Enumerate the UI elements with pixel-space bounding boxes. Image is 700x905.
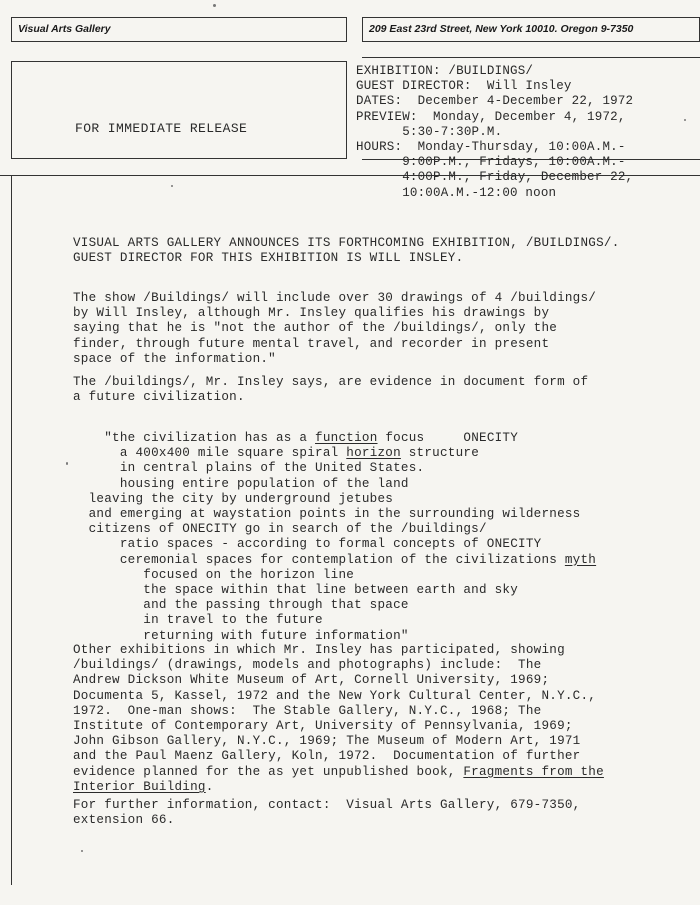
- quote-line: citizens of ONECITY go in search of the /buildings/: [73, 522, 487, 537]
- underlined-word-function: function: [315, 431, 378, 445]
- frame-body-left-line: [11, 175, 12, 885]
- paragraph-line: [73, 765, 683, 780]
- quote-line: [73, 446, 683, 461]
- book-title-underlined: Interior Building: [73, 779, 206, 794]
- announcement-line: GUEST DIRECTOR FOR THIS EXHIBITION IS WILL INSLEY.: [73, 251, 464, 266]
- paragraph-line: Other exhibitions in which Mr. Insley has participated, showing: [73, 643, 565, 657]
- contact-line: extension 66.: [73, 813, 175, 828]
- gallery-name: Visual Arts Gallery: [18, 23, 111, 35]
- frame-left-bottom-line: [11, 158, 347, 159]
- announcement: [73, 236, 683, 266]
- underlined-word-myth: myth: [564, 552, 597, 567]
- quote-line: leaving the city by underground jetubes: [73, 491, 394, 506]
- gallery-address: 209 East 23rd Street, New York 10010. Oregon 9-7350: [369, 23, 634, 35]
- scan-speck: [213, 4, 216, 7]
- scan-speck: [66, 462, 68, 465]
- detail-line: 9:00P.M., Fridays, 10:00A.M.-: [356, 155, 626, 170]
- quote-text: ceremonial spaces for contemplation of the civilizations: [73, 552, 565, 567]
- address-box: [362, 17, 700, 42]
- quote-line: [73, 431, 683, 446]
- release-label: FOR IMMEDIATE RELEASE: [75, 121, 248, 136]
- paragraph-line: a future civilization.: [73, 390, 245, 405]
- quote-line: and the passing through that space: [73, 598, 409, 613]
- frame-top-line-right: [362, 57, 700, 58]
- paragraph-line: /buildings/ (drawings, models and photographs) include: The: [73, 658, 542, 673]
- quote-line: housing entire population of the land: [73, 476, 409, 491]
- paragraph-line: and the Paul Maenz Gallery, Koln, 1972. Documentation of further: [73, 749, 581, 764]
- detail-line: HOURS: Monday-Thursday, 10:00A.M.-: [356, 140, 626, 155]
- gallery-name-box: [11, 17, 347, 42]
- quote-text: a 400x400 mile square spiral: [73, 446, 347, 461]
- quote-line: the space within that line between earth and sky: [73, 583, 519, 598]
- detail-line: EXHIBITION: /BUILDINGS/: [356, 64, 534, 78]
- detail-line: DATES: December 4-December 22, 1972: [356, 94, 634, 109]
- frame-mid-divider: [346, 61, 347, 159]
- exhibition-details: [356, 64, 700, 201]
- scan-speck: [81, 850, 83, 852]
- insley-quote: [73, 431, 683, 644]
- contact-line: For further information, contact: Visual Arts Gallery, 679-7350,: [73, 798, 581, 812]
- paragraph-line: saying that he is "not the author of the /buildings/, only the: [73, 321, 558, 336]
- scan-speck: [684, 119, 686, 121]
- quote-text: "the civilization has as a: [73, 431, 316, 445]
- frame-left-line: [11, 61, 12, 159]
- quote-line: in travel to the future: [73, 613, 323, 628]
- quote-text: focus ONECITY: [377, 431, 519, 445]
- paragraph-line: Documenta 5, Kassel, 1972 and the New York Cultural Center, N.Y.C.,: [73, 688, 597, 703]
- paragraph-line: finder, through future mental travel, and recorder in present: [73, 336, 550, 351]
- frame-top-line-left: [11, 61, 347, 62]
- paragraph-line: space of the information.": [73, 351, 276, 366]
- paragraph-line: Andrew Dickson White Museum of Art, Cornell University, 1969;: [73, 673, 550, 688]
- paragraph-line: John Gibson Gallery, N.Y.C., 1969; The Museum of Modern Art, 1971: [73, 734, 581, 749]
- quote-line: and emerging at waystation points in the surrounding wilderness: [73, 507, 581, 522]
- paragraph-line: Institute of Contemporary Art, University of Pennsylvania, 1969;: [73, 719, 573, 734]
- quote-line: ratio spaces - according to formal concepts of ONECITY: [73, 537, 542, 552]
- quote-text: structure: [400, 446, 479, 461]
- underlined-word-horizon: horizon: [346, 446, 401, 461]
- paragraph-line: The /buildings/, Mr. Insley says, are evidence in document form of: [73, 375, 589, 389]
- detail-line: PREVIEW: Monday, December 4, 1972,: [356, 109, 626, 124]
- scan-speck: [171, 185, 173, 187]
- quote-line: focused on the horizon line: [73, 567, 355, 582]
- detail-line: 10:00A.M.-12:00 noon: [356, 185, 557, 200]
- paragraph-line: [73, 780, 683, 795]
- quote-line: returning with future information": [73, 628, 409, 643]
- book-title-underlined: Fragments from the: [463, 764, 604, 779]
- paragraph-line: 1972. One-man shows: The Stable Gallery, N.Y.C., 1968; The: [73, 703, 542, 718]
- paragraph-line: The show /Buildings/ will include over 30 drawings of 4 /buildings/: [73, 291, 597, 305]
- paragraph-other-exhibitions: [73, 643, 683, 795]
- paragraph-evidence: [73, 375, 683, 405]
- detail-line: 5:30-7:30P.M.: [356, 124, 503, 139]
- paragraph-show-description: [73, 291, 683, 367]
- paragraph-text: .: [205, 779, 214, 794]
- quote-line: in central plains of the United States.: [73, 461, 425, 476]
- quote-line: [73, 553, 683, 568]
- detail-line: GUEST DIRECTOR: Will Insley: [356, 79, 572, 94]
- detail-line: 4:00P.M., Friday, December 22,: [356, 170, 634, 185]
- paragraph-line: by Will Insley, although Mr. Insley qualifies his drawings by: [73, 306, 550, 321]
- contact-info: [73, 798, 683, 828]
- announcement-line: VISUAL ARTS GALLERY ANNOUNCES ITS FORTHCOMING EXHIBITION, /BUILDINGS/.: [73, 236, 620, 250]
- paragraph-text: evidence planned for the as yet unpublished book,: [73, 764, 464, 779]
